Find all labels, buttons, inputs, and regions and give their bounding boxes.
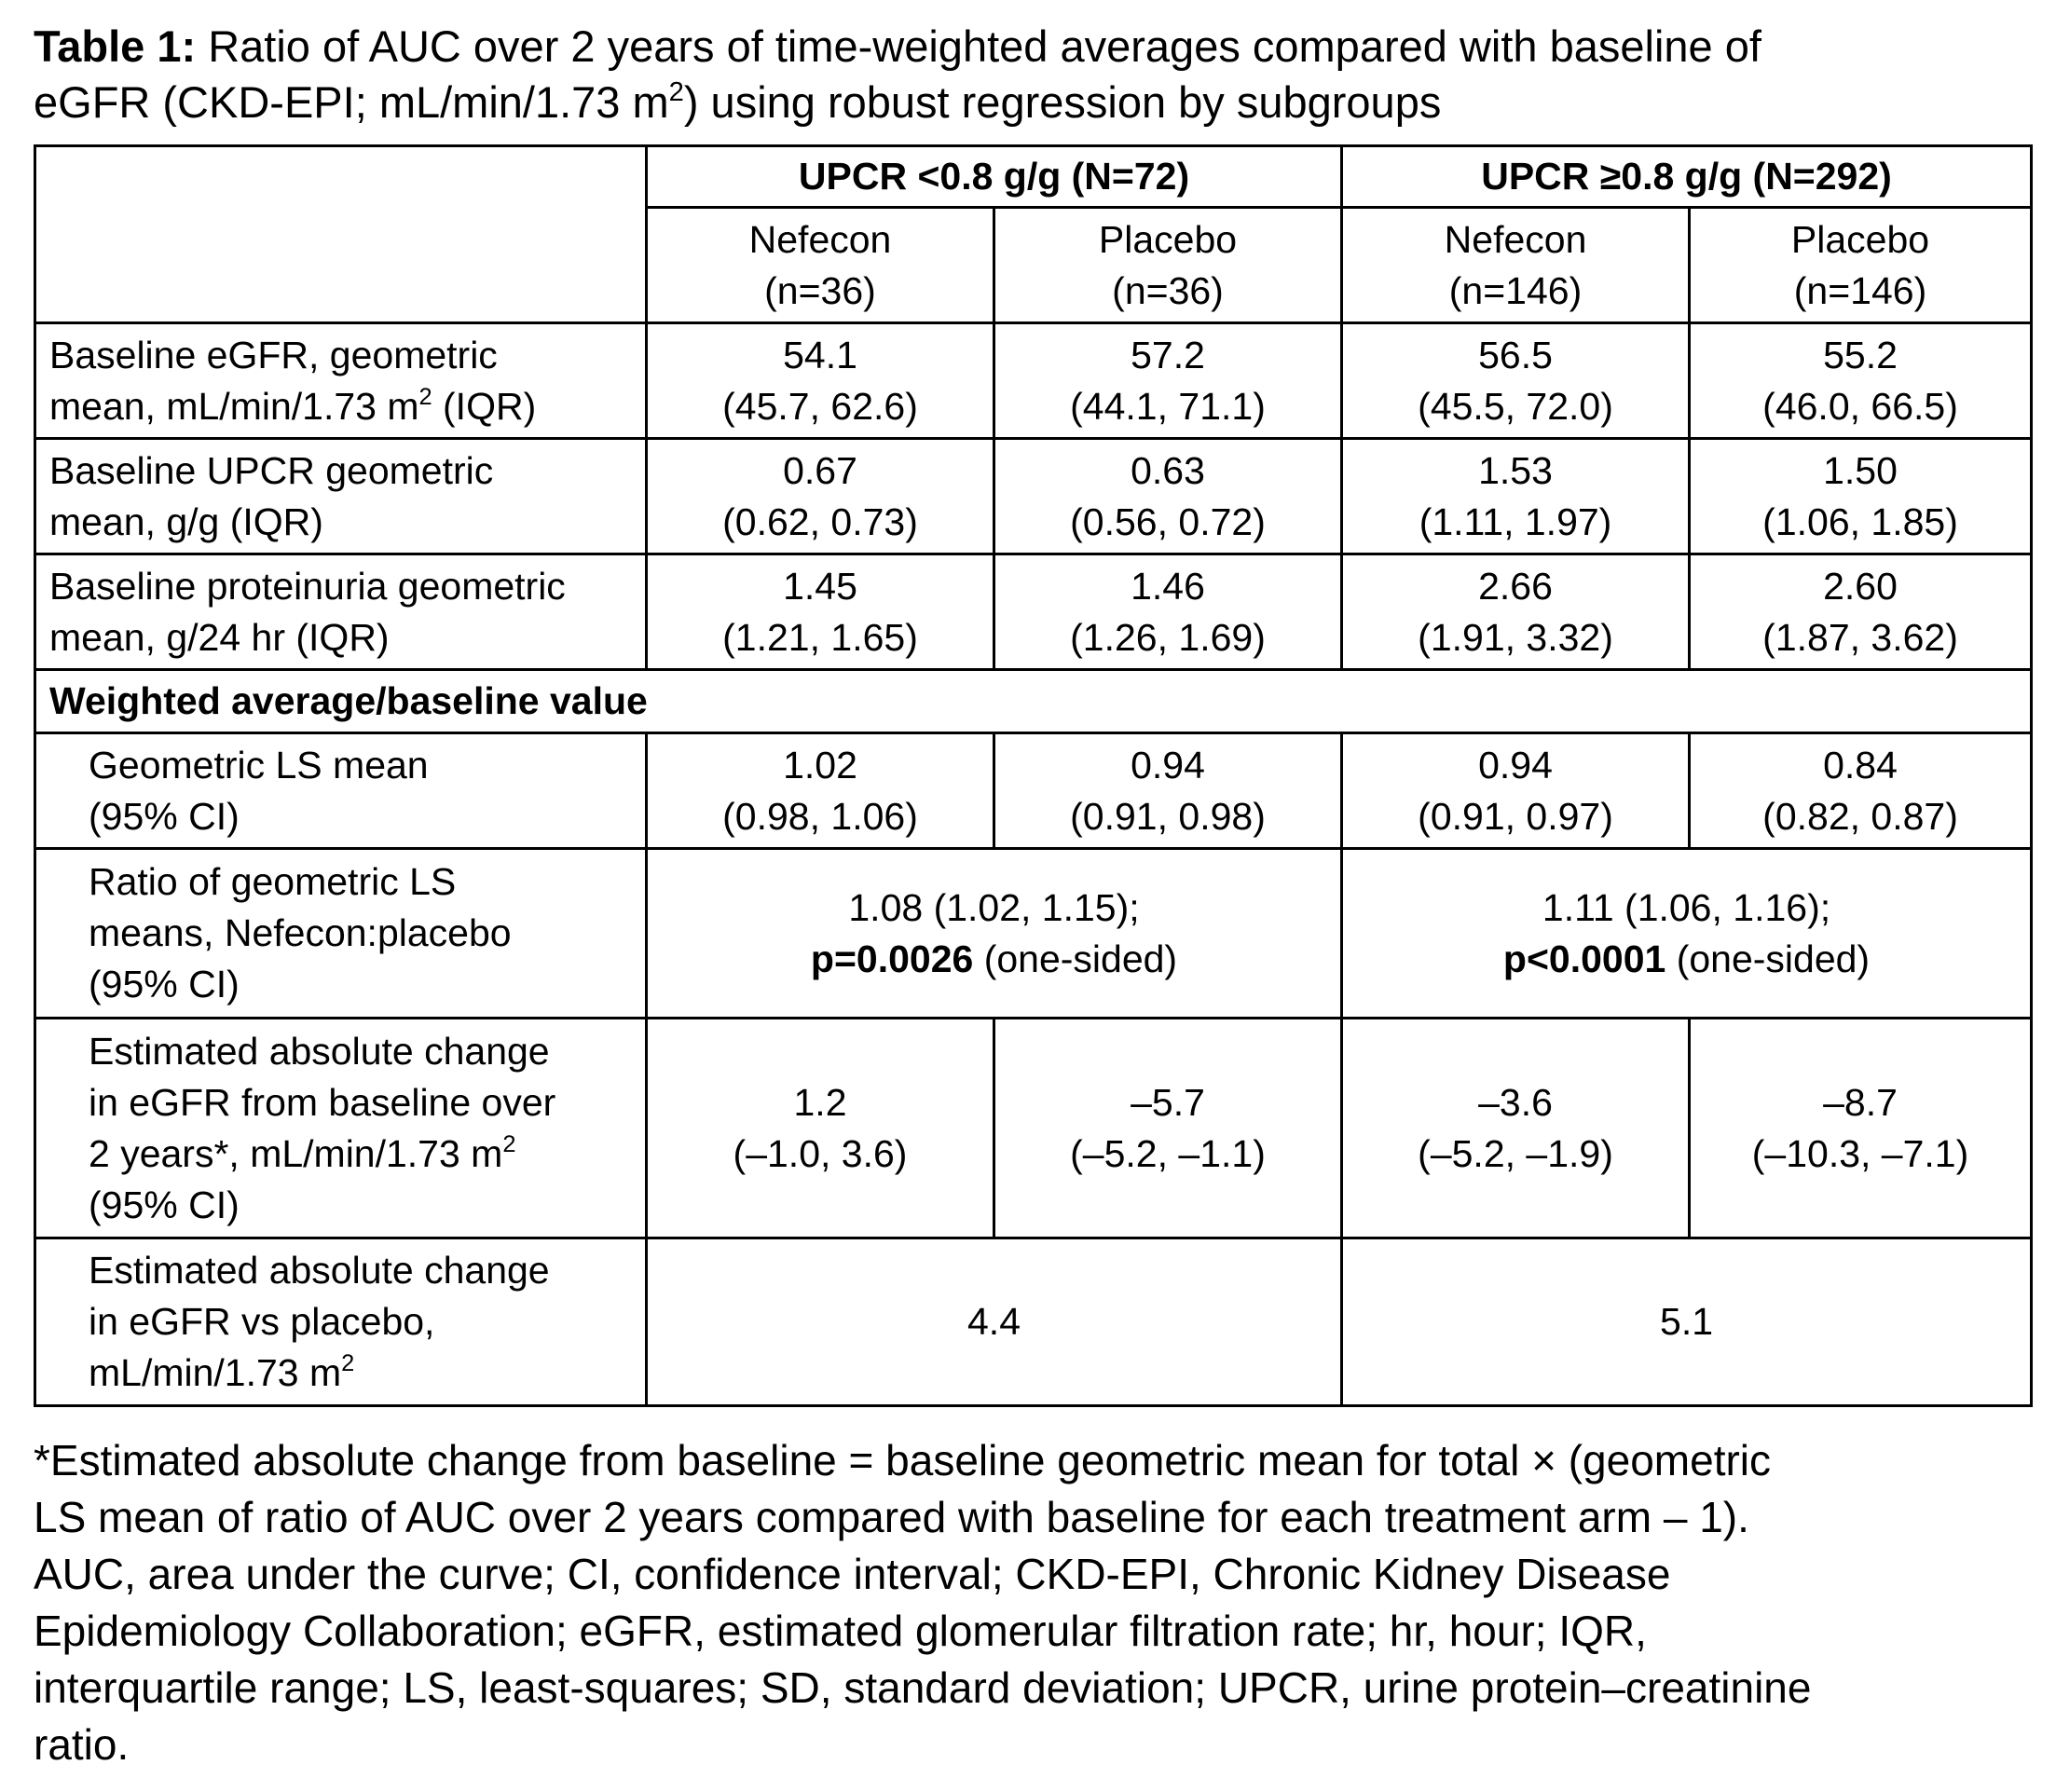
range: (0.62, 0.73) [722,499,918,543]
row-label-line: Estimated absolute change [89,1029,550,1073]
row-label-line: in eGFR vs placebo, [89,1300,435,1343]
range: (0.82, 0.87) [1762,794,1958,838]
group-header-row [35,146,2032,208]
arm-header-cell [647,208,994,323]
value-cell [1690,733,2032,849]
arm-n: (n=36) [1112,268,1224,312]
value-cell [1342,733,1690,849]
section-header-row [35,670,2032,733]
row-label-text: mL/min/1.73 m [89,1351,342,1394]
value-cell [647,439,994,554]
value: 55.2 [1823,333,1898,376]
range: (–5.2, –1.9) [1418,1131,1613,1175]
arm-n: (n=146) [1448,268,1583,312]
value: 56.5 [1478,333,1553,376]
row-label-line [49,381,639,432]
arm-header-cell [1690,208,2032,323]
range: (46.0, 66.5) [1762,384,1958,428]
value-cell [647,554,994,670]
range: (1.11, 1.97) [1419,499,1612,543]
value: –5.7 [1131,1080,1205,1124]
value: 0.84 [1823,743,1898,787]
p-value-line [648,934,1340,985]
value: 2.60 [1823,564,1898,608]
section-header: Weighted average/baseline value [35,670,2032,733]
range: (1.06, 1.85) [1762,499,1958,543]
row-label-line: Geometric LS mean [89,743,429,787]
ratio-cell-low-upcr [647,849,1342,1019]
range: (1.26, 1.69) [1070,615,1266,659]
row-label-line: means, Nefecon:placebo [89,911,512,954]
value-cell [1342,323,1690,439]
value-cell [647,323,994,439]
table-row-geometric-ls-mean [35,733,2032,849]
row-label-line: mean, g/24 hr (IQR) [49,615,390,659]
footnote-line: AUC, area under the curve; CI, confidence interval; CKD-EPI, Chronic Kidney Disease [34,1550,1671,1598]
value: 2.66 [1478,564,1553,608]
footnote-line: interquartile range; LS, least-squares; SD, standard deviation; UPCR, urine protein–creatinine [34,1663,1812,1712]
row-label [35,849,647,1019]
value: 0.63 [1131,448,1205,492]
row-label [35,1019,647,1238]
row-label-text: 2 years*, mL/min/1.73 m [89,1131,503,1175]
value: 1.45 [783,564,857,608]
value-cell [1690,554,2032,670]
table-row-vs-placebo [35,1238,2032,1406]
title-superscript: 2 [668,76,684,107]
vs-placebo-high-upcr: 5.1 [1342,1238,2032,1406]
value-cell [994,439,1342,554]
p-value: p<0.0001 [1502,937,1666,980]
row-label-line: Baseline proteinuria geometric [49,564,566,608]
row-label [35,323,647,439]
p-value: p=0.0026 [810,937,974,980]
arm-header-cell [994,208,1342,323]
row-label [35,439,647,554]
arm-header-cell [1342,208,1690,323]
table-title [34,19,2028,130]
arm-n: (n=146) [1793,268,1927,312]
row-label-text: (IQR) [432,384,537,428]
row-label-line [89,1129,639,1180]
arm-n: (n=36) [764,268,876,312]
ratio-value: 1.08 (1.02, 1.15); [848,885,1140,929]
range: (1.21, 1.65) [722,615,918,659]
value: 0.94 [1131,743,1205,787]
value-cell [1690,323,2032,439]
value-cell [994,554,1342,670]
header-blank-cell [35,146,647,323]
row-label-line: mean, g/g (IQR) [49,499,323,543]
table-row-absolute-change [35,1019,2032,1238]
range: (1.91, 3.32) [1418,615,1613,659]
range: (–5.2, –1.1) [1070,1131,1266,1175]
value: 0.94 [1478,743,1553,787]
results-table [34,144,2033,1407]
title-text-2b: ) using robust regression by subgroups [683,77,1442,127]
value: 0.67 [783,448,857,492]
superscript: 2 [418,383,432,410]
group-header-high-upcr: UPCR ≥0.8 g/g (N=292) [1342,146,2032,208]
arm-name: Placebo [1098,217,1238,261]
range: (45.5, 72.0) [1418,384,1613,428]
title-line-1 [34,19,2028,75]
range: (–10.3, –7.1) [1751,1131,1969,1175]
footnote-line: LS mean of ratio of AUC over 2 years compared with baseline for each treatment arm – 1). [34,1493,1749,1541]
table-row-baseline-egfr [35,323,2032,439]
value-cell [1690,439,2032,554]
value-cell [1342,554,1690,670]
range: (–1.0, 3.6) [733,1131,908,1175]
group-header-low-upcr: UPCR <0.8 g/g (N=72) [647,146,1342,208]
row-label-line: (95% CI) [89,794,240,838]
range: (0.91, 0.98) [1070,794,1266,838]
superscript: 2 [341,1350,355,1377]
range: (44.1, 71.1) [1070,384,1266,428]
value: 1.53 [1478,448,1553,492]
value-cell [647,1019,994,1238]
value: 1.50 [1823,448,1898,492]
arm-name: Nefecon [748,217,892,261]
arm-name: Placebo [1790,217,1930,261]
footnote-line: *Estimated absolute change from baseline = baseline geometric mean for total × (geometric [34,1436,1772,1484]
footnote-line: ratio. [34,1720,130,1769]
value-cell [1690,1019,2032,1238]
row-label-line: (95% CI) [89,1183,240,1226]
value: 54.1 [783,333,857,376]
range: (0.91, 0.97) [1418,794,1613,838]
title-text-1: Ratio of AUC over 2 years of time-weighted averages compared with baseline of [208,21,1761,71]
p-value-line [1343,934,2030,985]
p-note: (one-sided) [973,937,1178,980]
p-note: (one-sided) [1665,937,1871,980]
row-label-line: Baseline UPCR geometric [49,448,494,492]
footnote-line: Epidemiology Collaboration; eGFR, estimated glomerular filtration rate; hr, hour; IQR, [34,1607,1647,1655]
ratio-cell-high-upcr [1342,849,2032,1019]
footnote [34,1432,2028,1773]
value-cell [1342,439,1690,554]
ratio-value: 1.11 (1.06, 1.16); [1542,885,1831,929]
row-label-line: (95% CI) [89,963,240,1005]
title-text-2a: eGFR (CKD-EPI; mL/min/1.73 m [34,77,669,127]
value: 1.46 [1131,564,1205,608]
row-label [35,1238,647,1406]
value: 1.02 [783,743,857,787]
table-row-baseline-proteinuria [35,554,2032,670]
value-cell [994,1019,1342,1238]
range: (45.7, 62.6) [722,384,918,428]
row-label-line [89,1347,639,1399]
value: –3.6 [1478,1080,1553,1124]
row-label [35,554,647,670]
row-label-line: in eGFR from baseline over [89,1080,556,1124]
table-row-ratio [35,849,2032,1019]
value: 1.2 [793,1080,847,1124]
value: 57.2 [1131,333,1205,376]
value-cell [1342,1019,1690,1238]
value-cell [994,733,1342,849]
row-label-text: mean, mL/min/1.73 m [49,384,419,428]
value-cell [647,733,994,849]
row-label-line: Baseline eGFR, geometric [49,333,498,376]
title-line-2 [34,75,2028,130]
arm-name: Nefecon [1444,217,1587,261]
vs-placebo-low-upcr: 4.4 [647,1238,1342,1406]
row-label-line: Estimated absolute change [89,1249,550,1292]
table-row-baseline-upcr [35,439,2032,554]
superscript: 2 [502,1130,516,1157]
range: (0.98, 1.06) [722,794,918,838]
table-label: Table 1: [34,21,197,71]
row-label-line: Ratio of geometric LS [89,860,457,903]
range: (0.56, 0.72) [1070,499,1266,543]
row-label [35,733,647,849]
value-cell [994,323,1342,439]
range: (1.87, 3.62) [1762,615,1958,659]
value: –8.7 [1823,1080,1898,1124]
